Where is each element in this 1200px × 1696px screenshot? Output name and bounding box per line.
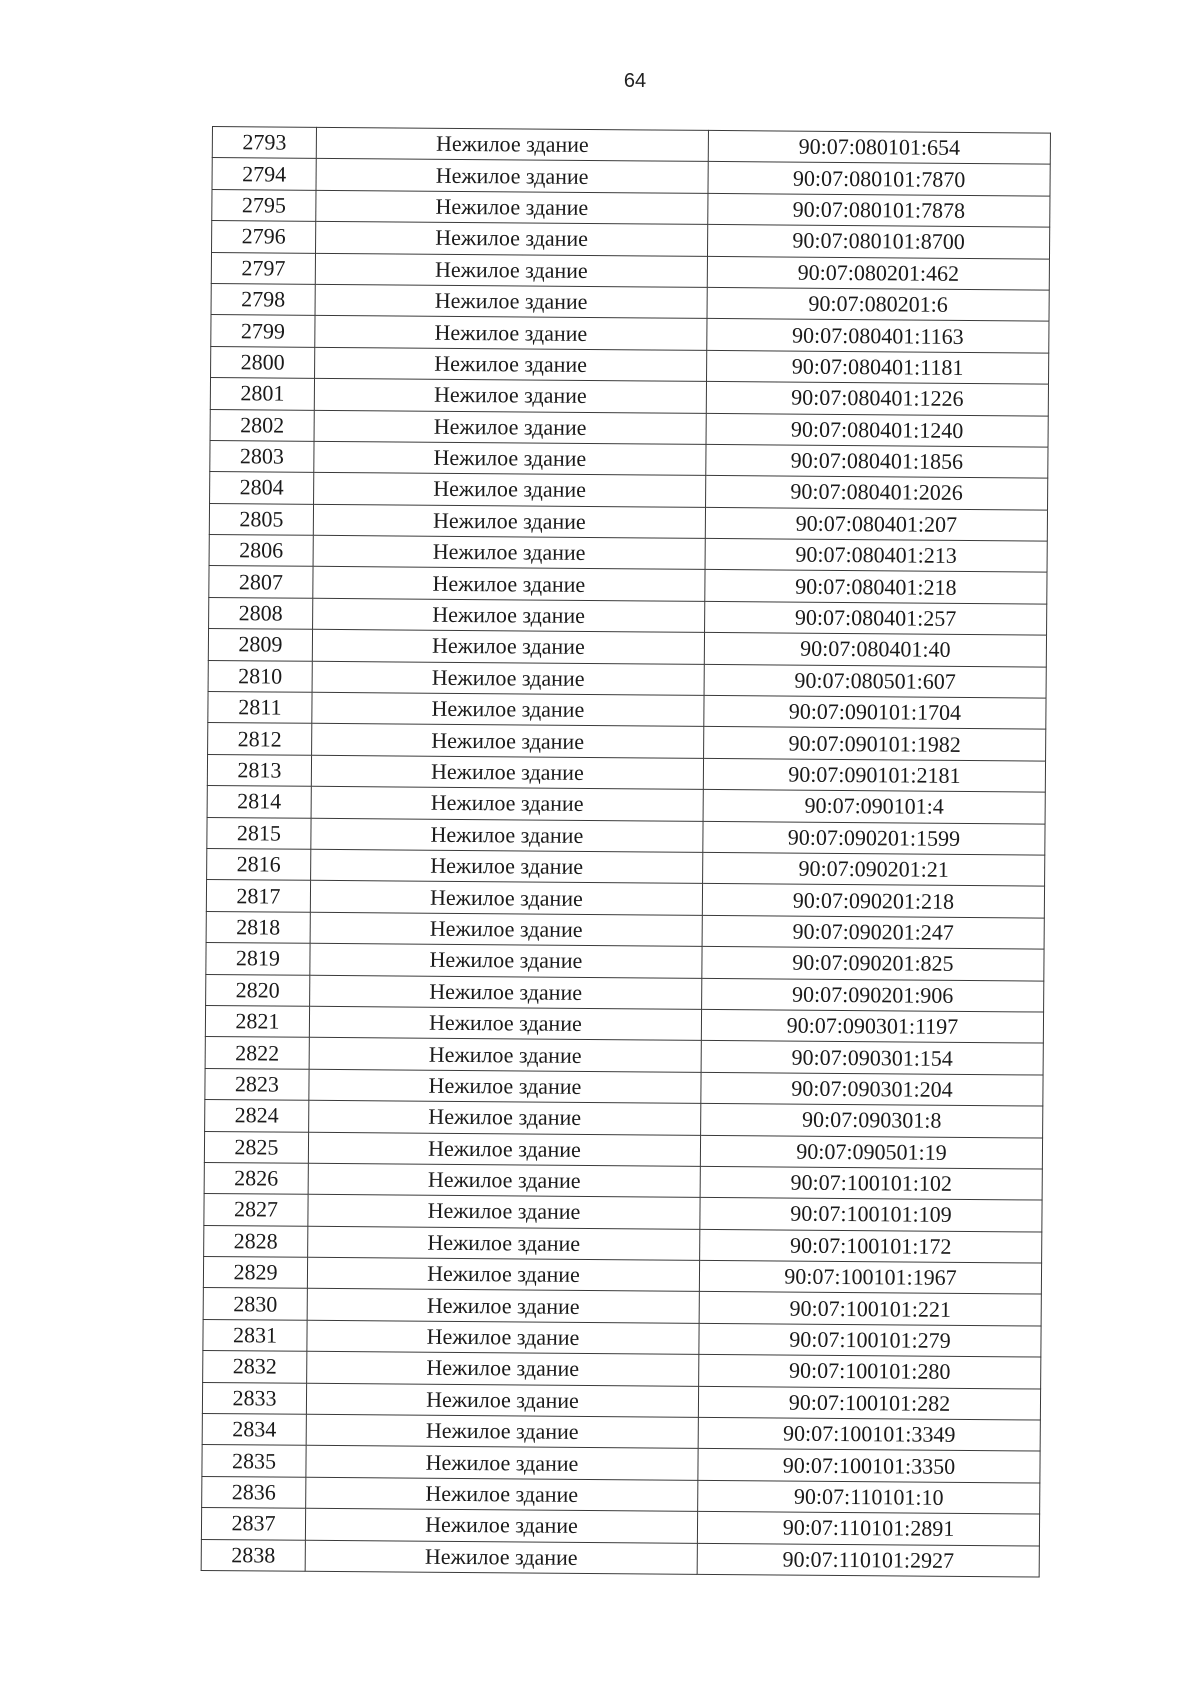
row-number-cell: 2793 <box>212 127 316 159</box>
row-number-cell: 2802 <box>210 409 314 441</box>
row-number-cell: 2805 <box>209 503 313 535</box>
row-number-cell: 2800 <box>211 346 315 378</box>
object-type-cell: Нежилое здание <box>314 410 706 444</box>
cadastral-number-cell: 90:07:080101:7878 <box>708 193 1050 227</box>
object-type-cell: Нежилое здание <box>309 1069 701 1103</box>
cadastral-number-cell: 90:07:090201:21 <box>703 852 1045 886</box>
cadastral-number-cell: 90:07:080501:607 <box>704 664 1046 698</box>
object-type-cell: Нежилое здание <box>310 975 702 1009</box>
row-number-cell: 2832 <box>203 1351 307 1383</box>
object-type-cell: Нежилое здание <box>311 818 703 852</box>
object-type-cell: Нежилое здание <box>316 127 708 161</box>
cadastral-number-cell: 90:07:090101:1982 <box>704 727 1046 761</box>
cadastral-number-cell: 90:07:080401:1163 <box>707 319 1049 353</box>
row-number-cell: 2821 <box>205 1005 309 1037</box>
object-type-cell: Нежилое здание <box>314 378 706 412</box>
row-number-cell: 2811 <box>208 692 312 724</box>
cadastral-number-cell: 90:07:090201:218 <box>702 884 1044 918</box>
cadastral-number-cell: 90:07:080401:1226 <box>706 382 1048 416</box>
row-number-cell: 2824 <box>205 1100 309 1132</box>
object-type-cell: Нежилое здание <box>312 630 704 664</box>
cadastral-number-cell: 90:07:090301:8 <box>701 1103 1043 1137</box>
row-number-cell: 2826 <box>204 1162 308 1194</box>
row-number-cell: 2806 <box>209 535 313 567</box>
row-number-cell: 2795 <box>212 189 316 221</box>
object-type-cell: Нежилое здание <box>306 1414 698 1448</box>
row-number-cell: 2822 <box>205 1037 309 1069</box>
cadastral-number-cell: 90:07:090501:19 <box>700 1135 1042 1169</box>
object-type-cell: Нежилое здание <box>308 1226 700 1260</box>
row-number-cell: 2831 <box>203 1319 307 1351</box>
object-type-cell: Нежилое здание <box>307 1257 699 1291</box>
row-number-cell: 2825 <box>204 1131 308 1163</box>
cadastral-number-cell: 90:07:100101:1967 <box>699 1260 1041 1294</box>
cadastral-number-cell: 90:07:080401:218 <box>705 570 1047 604</box>
row-number-cell: 2794 <box>212 158 316 190</box>
row-number-cell: 2799 <box>211 315 315 347</box>
cadastral-number-cell: 90:07:080401:1181 <box>707 350 1049 384</box>
object-type-cell: Нежилое здание <box>315 316 707 350</box>
row-number-cell: 2819 <box>206 943 310 975</box>
object-type-cell: Нежилое здание <box>310 881 702 915</box>
row-number-cell: 2828 <box>204 1225 308 1257</box>
cadastral-number-cell: 90:07:080101:8700 <box>707 225 1049 259</box>
object-type-cell: Нежилое здание <box>310 943 702 977</box>
object-type-cell: Нежилое здание <box>313 535 705 569</box>
cadastral-number-cell: 90:07:090301:1197 <box>701 1009 1043 1043</box>
object-type-cell: Нежилое здание <box>312 661 704 695</box>
cadastral-number-cell: 90:07:100101:282 <box>698 1386 1040 1420</box>
cadastral-number-cell: 90:07:080401:40 <box>704 633 1046 667</box>
cadastral-number-cell: 90:07:100101:221 <box>699 1292 1041 1326</box>
object-type-cell: Нежилое здание <box>315 253 707 287</box>
object-type-cell: Нежилое здание <box>309 1006 701 1040</box>
object-type-cell: Нежилое здание <box>307 1320 699 1354</box>
row-number-cell: 2798 <box>211 283 315 315</box>
cadastral-number-cell: 90:07:080401:207 <box>705 507 1047 541</box>
object-type-cell: Нежилое здание <box>305 1508 697 1542</box>
cadastral-number-cell: 90:07:080401:257 <box>705 601 1047 635</box>
object-type-cell: Нежилое здание <box>308 1195 700 1229</box>
cadastral-number-cell: 90:07:090101:1704 <box>704 695 1046 729</box>
row-number-cell: 2807 <box>209 566 313 598</box>
object-type-cell: Нежилое здание <box>309 1038 701 1072</box>
object-type-cell: Нежилое здание <box>314 473 706 507</box>
object-type-cell: Нежилое здание <box>308 1163 700 1197</box>
row-number-cell: 2829 <box>203 1257 307 1289</box>
cadastral-number-cell: 90:07:110101:2927 <box>697 1543 1039 1577</box>
object-type-cell: Нежилое здание <box>312 692 704 726</box>
row-number-cell: 2801 <box>210 378 314 410</box>
row-number-cell: 2797 <box>211 252 315 284</box>
row-number-cell: 2835 <box>202 1445 306 1477</box>
row-number-cell: 2833 <box>202 1382 306 1414</box>
cadastral-number-cell: 90:07:080201:6 <box>707 287 1049 321</box>
cadastral-number-cell: 90:07:100101:280 <box>699 1355 1041 1389</box>
cadastral-number-cell: 90:07:080401:2026 <box>706 476 1048 510</box>
row-number-cell: 2830 <box>203 1288 307 1320</box>
cadastral-number-cell: 90:07:100101:109 <box>700 1198 1042 1232</box>
object-type-cell: Нежилое здание <box>311 755 703 789</box>
cadastral-number-cell: 90:07:100101:102 <box>700 1166 1042 1200</box>
cadastral-number-cell: 90:07:090201:825 <box>702 947 1044 981</box>
object-type-cell: Нежилое здание <box>313 567 705 601</box>
object-type-cell: Нежилое здание <box>315 347 707 381</box>
row-number-cell: 2836 <box>202 1476 306 1508</box>
object-type-cell: Нежилое здание <box>315 284 707 318</box>
row-number-cell: 2820 <box>206 974 310 1006</box>
row-number-cell: 2834 <box>202 1413 306 1445</box>
row-number-cell: 2823 <box>205 1068 309 1100</box>
cadastral-number-cell: 90:07:080401:213 <box>705 538 1047 572</box>
row-number-cell: 2817 <box>206 880 310 912</box>
row-number-cell: 2818 <box>206 911 310 943</box>
object-type-cell: Нежилое здание <box>312 724 704 758</box>
cadastral-number-cell: 90:07:100101:279 <box>699 1323 1041 1357</box>
cadastral-number-cell: 90:07:090201:247 <box>702 915 1044 949</box>
cadastral-number-cell: 90:07:090201:1599 <box>703 821 1045 855</box>
cadastral-number-cell: 90:07:080101:7870 <box>708 162 1050 196</box>
object-type-cell: Нежилое здание <box>313 598 705 632</box>
object-type-cell: Нежилое здание <box>305 1540 697 1574</box>
cadastral-number-cell: 90:07:110101:10 <box>698 1480 1040 1514</box>
registry-table <box>201 126 1051 1578</box>
cadastral-number-cell: 90:07:080201:462 <box>707 256 1049 290</box>
object-type-cell: Нежилое здание <box>316 159 708 193</box>
row-number-cell: 2827 <box>204 1194 308 1226</box>
row-number-cell: 2804 <box>210 472 314 504</box>
row-number-cell: 2837 <box>201 1508 305 1540</box>
object-type-cell: Нежилое здание <box>308 1132 700 1166</box>
row-number-cell: 2809 <box>208 629 312 661</box>
row-number-cell: 2816 <box>207 848 311 880</box>
object-type-cell: Нежилое здание <box>314 441 706 475</box>
cadastral-number-cell: 90:07:100101:3349 <box>698 1417 1040 1451</box>
object-type-cell: Нежилое здание <box>306 1446 698 1480</box>
object-type-cell: Нежилое здание <box>311 849 703 883</box>
row-number-cell: 2813 <box>207 754 311 786</box>
object-type-cell: Нежилое здание <box>316 221 708 255</box>
page-number: 64 <box>623 70 647 92</box>
object-type-cell: Нежилое здание <box>311 787 703 821</box>
cadastral-number-cell: 90:07:080401:1240 <box>706 413 1048 447</box>
registry-table-body <box>201 127 1050 1578</box>
cadastral-number-cell: 90:07:090301:204 <box>701 1072 1043 1106</box>
object-type-cell: Нежилое здание <box>313 504 705 538</box>
cadastral-number-cell: 90:07:090201:906 <box>702 978 1044 1012</box>
row-number-cell: 2810 <box>208 660 312 692</box>
row-number-cell: 2803 <box>210 440 314 472</box>
table-row <box>201 1539 1039 1577</box>
object-type-cell: Нежилое здание <box>306 1477 698 1511</box>
row-number-cell: 2812 <box>208 723 312 755</box>
cadastral-number-cell: 90:07:090301:154 <box>701 1041 1043 1075</box>
cadastral-number-cell: 90:07:080401:1856 <box>706 444 1048 478</box>
cadastral-number-cell: 90:07:080101:654 <box>708 130 1050 164</box>
row-number-cell: 2796 <box>212 221 316 253</box>
cadastral-number-cell: 90:07:090101:4 <box>703 790 1045 824</box>
cadastral-number-cell: 90:07:100101:3350 <box>698 1449 1040 1483</box>
cadastral-number-cell: 90:07:090101:2181 <box>703 758 1045 792</box>
row-number-cell: 2808 <box>209 597 313 629</box>
row-number-cell: 2815 <box>207 817 311 849</box>
object-type-cell: Нежилое здание <box>307 1352 699 1386</box>
row-number-cell: 2814 <box>207 786 311 818</box>
cadastral-number-cell: 90:07:110101:2891 <box>697 1512 1039 1546</box>
row-number-cell: 2838 <box>201 1539 305 1571</box>
object-type-cell: Нежилое здание <box>310 912 702 946</box>
object-type-cell: Нежилое здание <box>309 1100 701 1134</box>
object-type-cell: Нежилое здание <box>316 190 708 224</box>
object-type-cell: Нежилое здание <box>306 1383 698 1417</box>
cadastral-number-cell: 90:07:100101:172 <box>700 1229 1042 1263</box>
object-type-cell: Нежилое здание <box>307 1289 699 1323</box>
